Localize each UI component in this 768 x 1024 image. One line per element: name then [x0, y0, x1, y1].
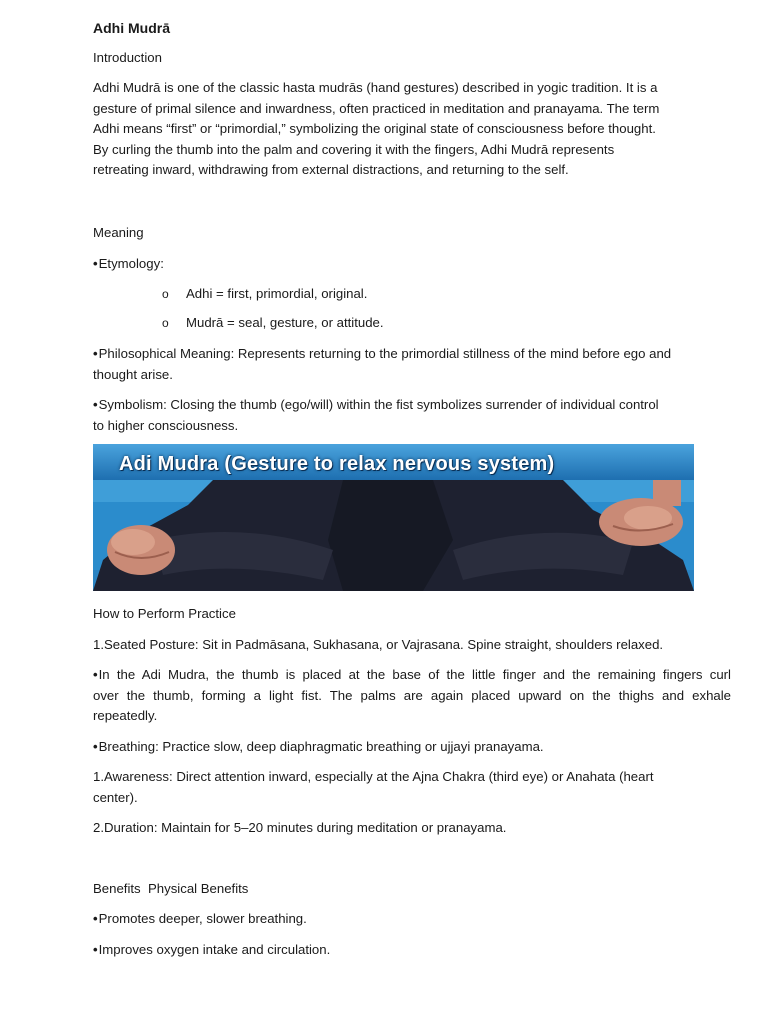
- duration: 2.Duration: Maintain for 5–20 minutes during meditation or pranayama.: [93, 820, 507, 835]
- intro-line: By curling the thumb into the palm and covering it with the fingers, Adhi Mudrā represents: [93, 141, 615, 157]
- meaning-heading: Meaning: [93, 225, 144, 240]
- benefits-heading: Benefits Physical Benefits: [93, 881, 249, 896]
- adi-mudra-image: [93, 444, 694, 591]
- sub-bullet-marker: o: [162, 287, 169, 301]
- introduction-heading: Introduction: [93, 50, 162, 65]
- symbolism: • Symbolism: Closing the thumb (ego/will) within the fist symbolizes surrender of individual control to higher consciousness.: [93, 395, 731, 436]
- seated-posture: 1.Seated Posture: Sit in Padmāsana, Sukhasana, or Vajrasana. Spine straight, shoulders relaxed.: [93, 637, 664, 652]
- meditation-photo: [93, 480, 694, 591]
- benefit-item: • Promotes deeper, slower breathing.: [93, 909, 731, 930]
- practice-heading: How to Perform Practice: [93, 606, 236, 621]
- etymology-label: • Etymology:: [93, 254, 731, 275]
- image-caption: Adi Mudra (Gesture to relax nervous system): [119, 453, 555, 475]
- intro-line: gesture of primal silence and inwardness, often practiced in meditation and pranayama. The term: [93, 100, 660, 116]
- document-title: Adhi Mudrā: [93, 20, 170, 36]
- intro-line: Adhi Mudrā is one of the classic hasta mudrās (hand gestures) described in yogic tradition. It is a: [93, 80, 658, 95]
- benefit-item: • Improves oxygen intake and circulation.: [93, 940, 731, 961]
- breathing: • Breathing: Practice slow, deep diaphragmatic breathing or ujjayi pranayama.: [93, 737, 731, 758]
- introduction-paragraph: [93, 78, 731, 181]
- etymology-item: o Mudrā = seal, gesture, or attitude.: [162, 313, 384, 334]
- intro-line: retreating inward, withdrawing from external distractions, and returning to the self.: [93, 162, 569, 177]
- intro-line: Adhi means “first” or “primordial,” symbolizing the original state of consciousness before thought.: [93, 121, 656, 136]
- philosophical-meaning: • Philosophical Meaning: Represents returning to the primordial stillness of the mind before ego and thought arise.: [93, 344, 731, 385]
- awareness: 1.Awareness: Direct attention inward, especially at the Ajna Chakra (third eye) or Anahata (heart center).: [93, 769, 654, 805]
- adi-mudra-description: • In the Adi Mudra, the thumb is placed at the base of the little finger and the remaining fingers curl over the thumb, forming a light fist. The palms are again placed upward on the thighs and exhale repeatedly.: [93, 665, 731, 727]
- sub-bullet-marker: o: [162, 316, 169, 330]
- etymology-item: o Adhi = first, primordial, original.: [162, 284, 367, 305]
